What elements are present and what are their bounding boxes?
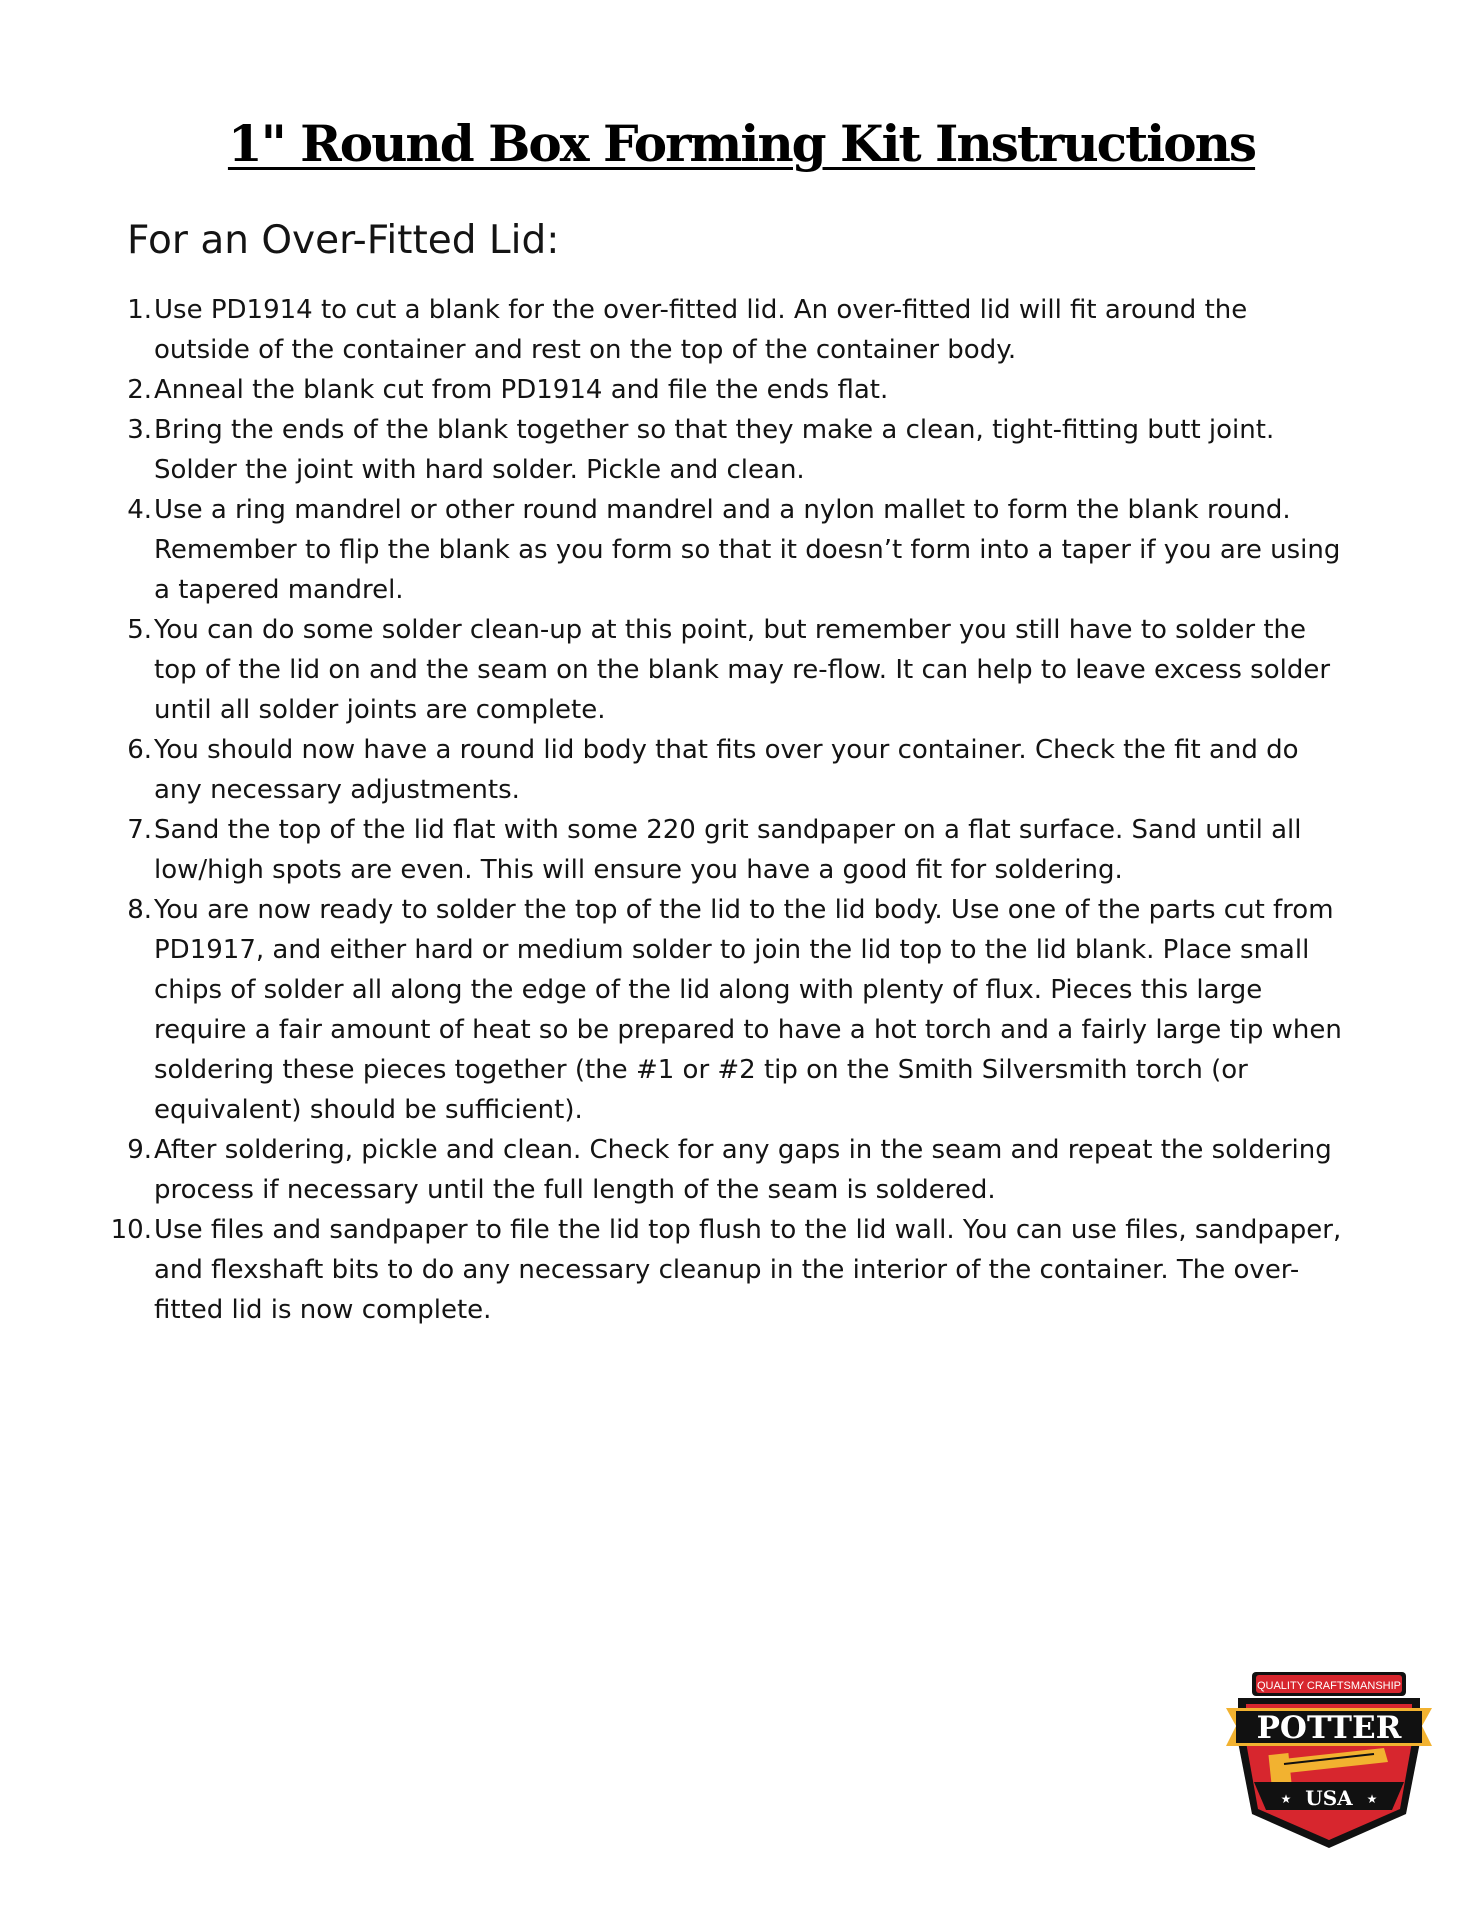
page-title: 1" Round Box Forming Kit Instructions — [227, 114, 1256, 173]
step-number: 10. — [110, 1215, 152, 1245]
step-number: 4. — [127, 495, 152, 525]
step-text: Sand the top of the lid flat with some 220 grit sandpaper on a flat surface. Sand until all low/high spots are even. This will ensure you have a good fit for soldering. — [154, 815, 1302, 885]
star-icon: ★ — [1366, 1792, 1378, 1806]
step-number: 7. — [127, 815, 152, 845]
instruction-step — [0, 1130, 1483, 1210]
step-text: After soldering, pickle and clean. Check for any gaps in the seam and repeat the soldering process if necessary until the full length of the seam is soldered. — [154, 1135, 1332, 1205]
step-number: 8. — [127, 895, 152, 925]
step-text: You can do some solder clean-up at this point, but remember you still have to solder the top of the lid on and the seam on the blank may re-flow. It can help to leave excess solder until all solder joints are complete. — [154, 615, 1331, 725]
instruction-step — [0, 610, 1483, 730]
step-number: 5. — [127, 615, 152, 645]
step-text: Use files and sandpaper to file the lid top flush to the lid wall. You can use files, sandpaper, and flexshaft bits to do any necessary cleanup in the interior of the container. The over-fitted lid is now complete. — [154, 1215, 1342, 1325]
step-text: Bring the ends of the blank together so that they make a clean, tight-fitting butt joint. Solder the joint with hard solder. Pickle and clean. — [154, 415, 1275, 485]
instruction-step — [0, 410, 1483, 490]
instruction-step — [0, 810, 1483, 890]
step-number: 6. — [127, 735, 152, 765]
step-number: 1. — [127, 295, 152, 325]
instruction-step — [0, 1210, 1483, 1330]
instruction-step — [0, 490, 1483, 610]
step-number: 3. — [127, 415, 152, 445]
section-subtitle: For an Over-Fitted Lid: — [127, 218, 560, 263]
instruction-step — [0, 370, 1483, 410]
instruction-step — [0, 730, 1483, 810]
instruction-step — [0, 890, 1483, 1130]
potter-usa-logo — [1224, 1664, 1434, 1854]
logo-brand: POTTER — [1256, 1710, 1402, 1746]
logo-country: USA — [1305, 1786, 1353, 1810]
instruction-step — [0, 290, 1483, 370]
step-number: 2. — [127, 375, 152, 405]
step-text: Anneal the blank cut from PD1914 and file the ends flat. — [154, 375, 889, 405]
logo-tagline: QUALITY CRAFTSMANSHIP — [1256, 1680, 1402, 1692]
step-text: You should now have a round lid body that fits over your container. Check the fit and do any necessary adjustments. — [154, 735, 1299, 805]
step-number: 9. — [127, 1135, 152, 1165]
step-text: Use PD1914 to cut a blank for the over-fitted lid. An over-fitted lid will fit around the outside of the container and rest on the top of the container body. — [154, 295, 1248, 365]
step-text: You are now ready to solder the top of the lid to the lid body. Use one of the parts cut from PD1917, and either hard or medium solder to join the lid top to the lid blank. Place small chips of solder all along the edge of the lid along with plenty of flux. Pieces this large require a fair amount of heat so be prepared to have a hot torch and a fairly large tip when soldering these pieces together (the #1 or #2 tip on the Smith Silversmith torch (or equivalent) should be sufficient). — [154, 895, 1342, 1125]
instruction-list — [0, 290, 1483, 1330]
step-text: Use a ring mandrel or other round mandrel and a nylon mallet to form the blank round. Remember to flip the blank as you form so that it doesn’t form into a taper if you are using a tapered mandrel. — [154, 495, 1341, 605]
star-icon: ★ — [1280, 1792, 1292, 1806]
